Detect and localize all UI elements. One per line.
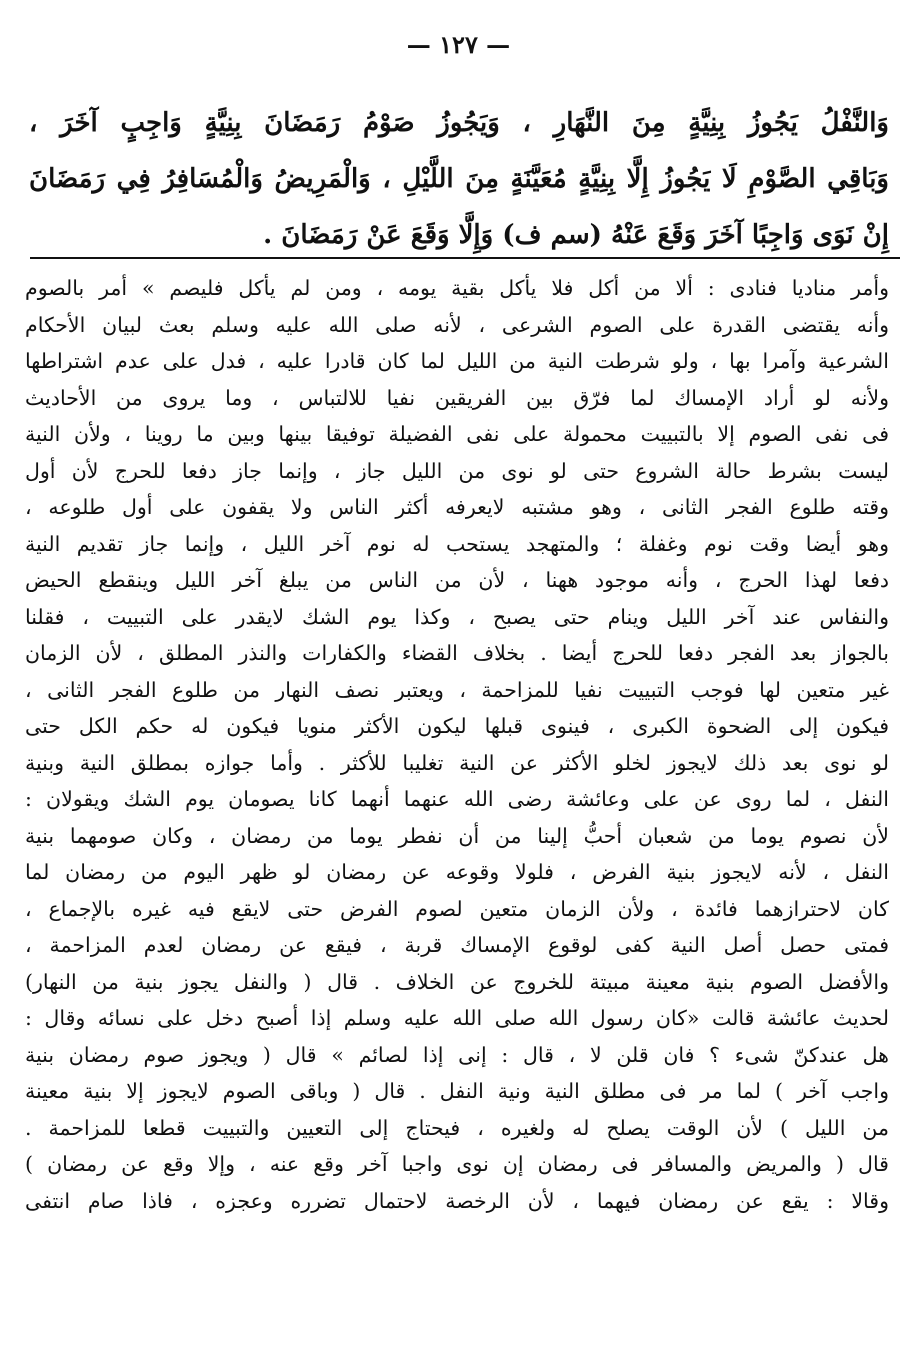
commentary-line: النفل ، لما روى عن على وعائشة رضى الله عنهما أنهما كانا يصومان يوم الشك ويقولان : (25, 787, 889, 811)
page-number: — ١٢٧ — (406, 30, 511, 59)
commentary-line: ولأنه لو أراد الإمساك لما فرّق بين الفريقين نفيا للالتباس ، وما يروى من الأحاديث (25, 385, 889, 410)
commentary-line: دفعا لهذا الحرج ، وأنه موجود ههنا ، لأن من الناس من يبلغ آخر الليل وينقطع الحيض (25, 568, 889, 592)
commentary-text (25, 270, 889, 1219)
commentary-line: ليست بشرط حالة الشروع حتى لو نوى من الليل جاز ، وإنما جاز دفعا للحرج لأن أول (25, 458, 889, 483)
divider-rule (30, 257, 900, 259)
main-text-line: وَالنَّفْلُ يَجُوزُ بِنِيَّةٍ مِنَ النَّهَارِ ، وَيَجُوزُ صَوْمُ رَمَضَانَ بِنِيَّةٍ وَاجِبٍ آخَرَ ، (29, 108, 889, 138)
commentary-line: هل عندكنّ شىء ؟ فان قلن لا ، قال : إنى إذا لصائم » قال ( ويجوز صوم رمضان بنية (25, 1042, 889, 1067)
commentary-line: لحديث عائشة قالت «كان رسول الله صلى الله عليه وسلم إذا أصبح دخل على نسائه وقال : (25, 1006, 889, 1030)
commentary-line: وهو أيضا وقت نوم وغفلة ؛ والمتهجد يستحب له نوم آخر الليل ، وإنما جاز تقديم النية (25, 531, 889, 556)
commentary-line: قال ( والمريض والمسافر فى رمضان إن نوى واجبا آخر وقع عنه ، وإلا وقع عن رمضان ) (25, 1152, 889, 1176)
commentary-line: لأن نصوم يوما من شعبان أحبُّ إلينا من أن نفطر يوما من رمضان ، وكان صومهما بنية (25, 823, 889, 848)
commentary-line: بالجواز بعد الفجر دفعا للحرج أيضا . بخلاف القضاء والكفارات والنذر المطلق ، لأن الزمان (25, 641, 889, 665)
commentary-line: وقته طلوع الفجر الثانى ، وهو مشتبه لايعرفه أكثر الناس ولا يقفون على أول طلوعه ، (25, 495, 889, 519)
commentary-line: والأفضل الصوم بنية معينة مبيتة للخروج عن الخلاف . قال ( والنفل يجوز بنية من النهار) (25, 969, 889, 994)
commentary-line: من الليل ) لأن الوقت يصلح له ولغيره ، فيحتاج إلى التعيين والتبييت قطعا للمزاحمة . (25, 1115, 889, 1140)
commentary-line: غير متعين لها فوجب التبييت نفيا للمزاحمة ، ويعتبر نصف النهار من طلوع الفجر الثانى ، (25, 677, 889, 702)
main-text-line: وَبَاقِي الصَّوْمِ لَا يَجُوزُ إِلَّا بِنِيَّةٍ مُعَيَّنَةٍ مِنَ اللَّيْلِ ، وَالْمَرِيضُ وَالْمُسَافِرُ فِي رَمَضَانَ (29, 164, 889, 194)
commentary-line: وقالا : يقع عن رمضان فيهما ، لأن الرخصة لاحتمال تضرره وعجزه ، فاذا صام انتفى (25, 1188, 889, 1213)
commentary-line: لو نوى بعد ذلك لايجوز لخلو الأكثر عن النية تغليبا للأكثر . وأما جوازه بمطلق النية وبنية (25, 750, 889, 775)
main-text (29, 95, 889, 263)
commentary-line: كان لاحترازهما فائدة ، ولأن الزمان متعين لصوم الفرض حتى لايقع فيه غيره بالإجماع ، (25, 896, 889, 921)
commentary-line: والنفاس عند آخر الليل وينام حتى يصبح ، وكذا يوم الشك لايقدر على التبييت ، فقلنا (25, 604, 889, 629)
commentary-line: وأنه يقتضى القدرة على الصوم الشرعى ، لأنه صلى الله عليه وسلم بعث لبيان الأحكام (25, 312, 889, 337)
commentary-line: النفل ، لأنه لايجوز بنية الفرض ، فلولا وقوعه عن رمضان لو ظهر اليوم من رمضان لما (25, 860, 889, 884)
commentary-line: واجب آخر ) لما مر فى مطلق النية ونية النفل . قال ( وباقى الصوم لايجوز إلا بنية معينة (25, 1079, 889, 1103)
commentary-line: فى نفى الصوم إلا بالتبييت محمولة على نفى الفضيلة توفيقا بينها وبين ما روينا ، ولأن النية (25, 422, 889, 446)
main-text-line: إِنْ نَوَى وَاجِبًا آخَرَ وَقَعَ عَنْهُ (سم ف) وَإِلَّا وَقَعَ عَنْ رَمَضَانَ . (263, 220, 889, 250)
commentary-line: فيكون إلى الضحوة الكبرى ، فينوى قبلها ليكون الأكثر منويا فيكون له حكم الكل حتى (25, 714, 889, 738)
commentary-line: فمتى حصل أصل النية كفى لوقوع الإمساك قربة ، فيقع عن رمضان لعدم المزاحمة ، (25, 933, 889, 957)
commentary-line: وأمر مناديا فنادى : ألا من أكل فلا يأكل بقية يومه ، ومن لم يأكل فليصم » أمر بالصوم (25, 276, 889, 300)
commentary-line: الشرعية وآمرا بها ، ولو شرطت النية من الليل لما كان قادرا عليه ، فدل على عدم اشتراطها (25, 349, 889, 373)
